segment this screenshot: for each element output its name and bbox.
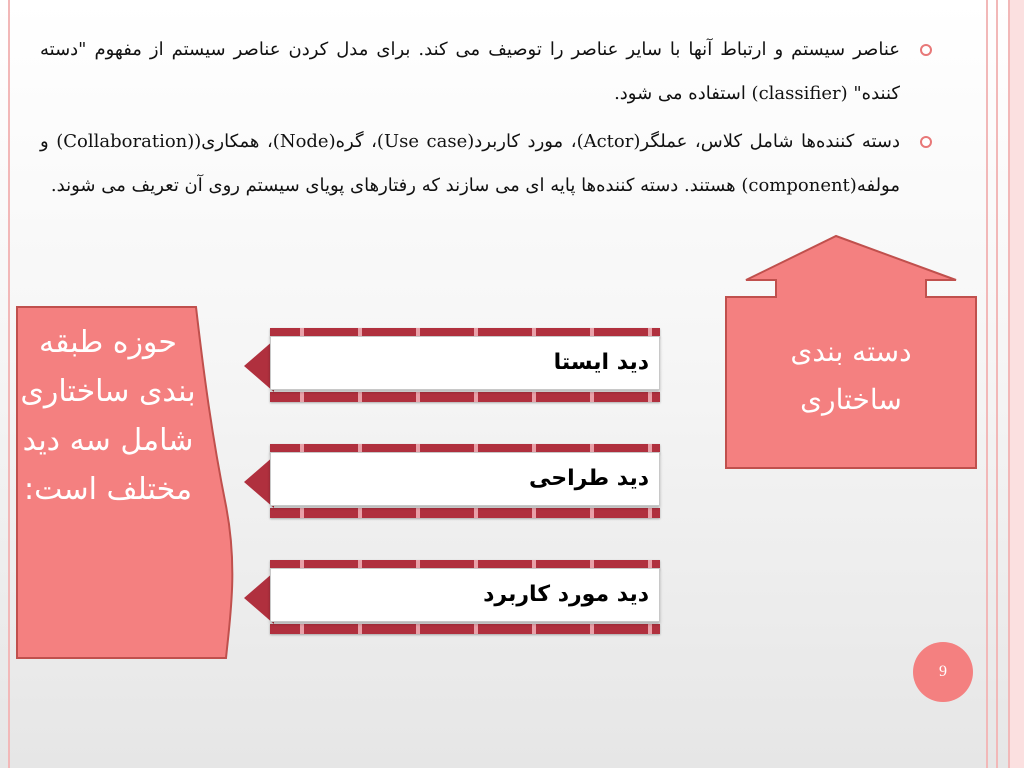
view-box [270, 568, 660, 622]
view-label: دید مورد کاربرد [483, 582, 649, 607]
bullet-list [40, 28, 932, 208]
decorative-band [270, 624, 660, 634]
page-number-badge: 9 [913, 642, 973, 702]
wave-callout-text: حوزه طبقه بندی ساختاری شامل سه دید مختلف است: [20, 325, 196, 507]
decorative-band [270, 508, 660, 518]
callout-line: ساختاری [800, 383, 902, 416]
bullet-item [40, 120, 932, 208]
callout-line: دسته بندی [790, 335, 912, 368]
bullet-dot-icon [920, 136, 932, 148]
bullet-dot-icon [920, 44, 932, 56]
up-arrow-callout-text [728, 328, 974, 424]
view-item-design [244, 440, 662, 522]
view-label: دید طراحی [529, 466, 649, 491]
right-frame-band [1008, 0, 1024, 768]
bullet-item [40, 28, 932, 116]
decorative-band [270, 392, 660, 402]
view-box [270, 336, 660, 390]
view-box [270, 452, 660, 506]
view-item-use-case [244, 556, 662, 638]
view-label: دید ایستا [553, 350, 649, 375]
right-frame-line [986, 0, 988, 768]
right-frame-line [996, 0, 998, 768]
left-frame-line [8, 0, 10, 768]
view-item-static [244, 324, 662, 406]
bullet-text: عناصر سیستم و ارتباط آنها با سایر عناصر را توصیف می کند. برای مدل کردن عناصر سیستم از مفهوم "دسته کننده" (classifier) استفاده می شود. [40, 39, 900, 104]
bullet-text: دسته کننده‌ها شامل کلاس، عملگر(Actor)، مورد کاربرد(Use case)، گره(Node)، همکاری((Collaboration) و مولفه(component) هستند. دسته کننده‌ها پایه ای می سازند که رفتارهای پویای سیستم روی آن تعریف می شوند. [40, 131, 901, 196]
